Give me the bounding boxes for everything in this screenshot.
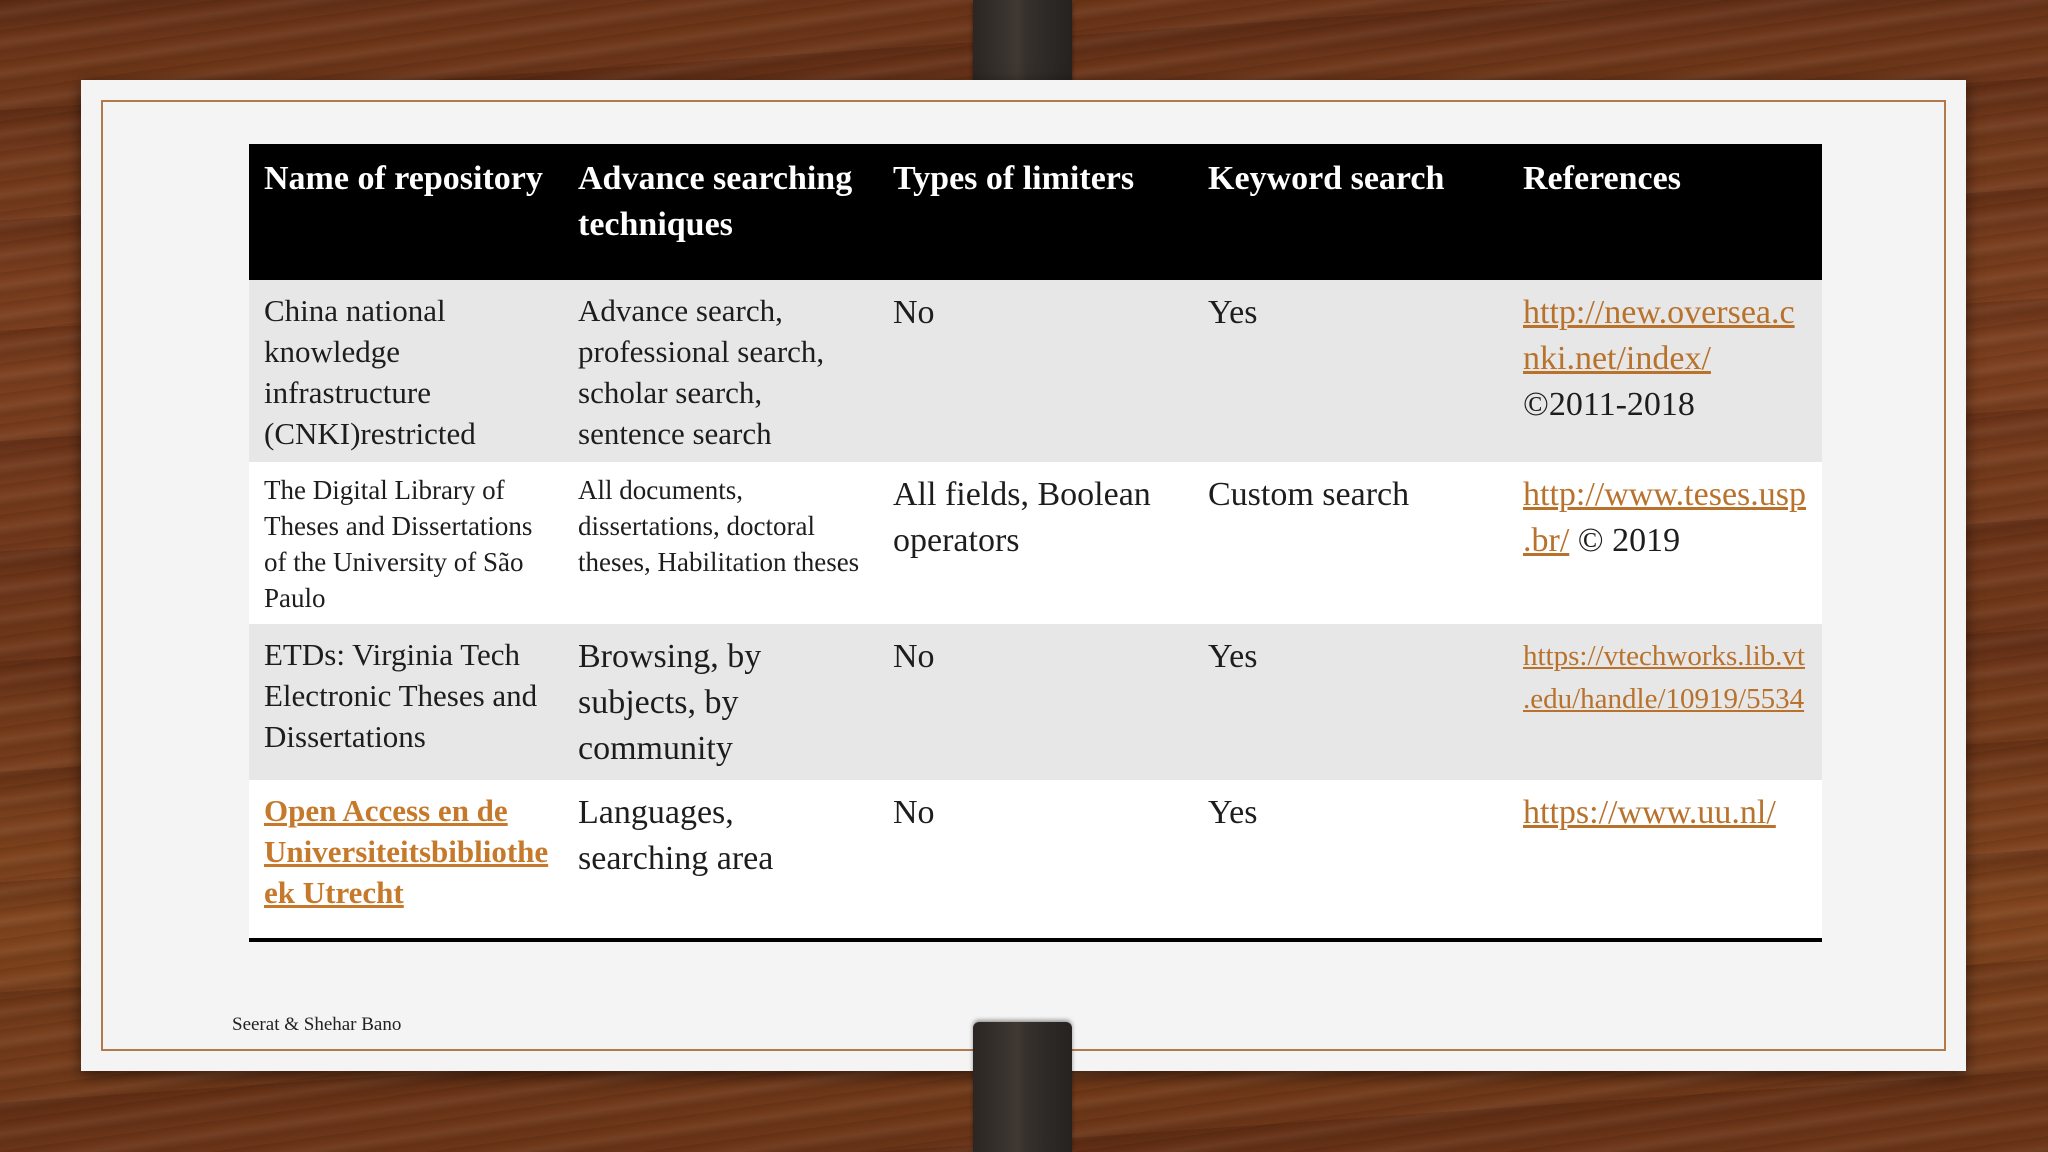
cell-limiters: No [878, 624, 1193, 780]
table-row [249, 462, 1822, 624]
repository-table [249, 144, 1822, 938]
table-header-row [249, 144, 1822, 280]
table-row [249, 780, 1822, 938]
cell-limiters: No [878, 280, 1193, 462]
repository-table-container [249, 144, 1822, 942]
reference-link[interactable]: http://www.teses.usp.br/ [1523, 476, 1807, 559]
repository-link[interactable]: Open Access en de Universiteitsbibliotheek Utrecht [264, 793, 549, 910]
header-keyword: Keyword search [1193, 144, 1508, 280]
cell-techniques: Languages, searching area [563, 780, 878, 938]
cell-techniques: Advance search, professional search, scholar search, sentence search [563, 280, 878, 462]
cell-references [1508, 780, 1822, 938]
cell-references [1508, 624, 1822, 780]
cell-limiters: No [878, 780, 1193, 938]
header-limiters: Types of limiters [878, 144, 1193, 280]
cell-keyword: Custom search [1193, 462, 1508, 624]
table-bottom-rule [249, 938, 1822, 942]
cell-name: China national knowledge infrastructure (CNKI)restricted [249, 280, 563, 462]
table-row [249, 280, 1822, 462]
cell-keyword: Yes [1193, 780, 1508, 938]
reference-copyright: © 2019 [1577, 522, 1681, 559]
cell-techniques: All documents, dissertations, doctoral theses, Habilitation theses [563, 462, 878, 624]
cell-techniques: Browsing, by subjects, by community [563, 624, 878, 780]
cell-name: The Digital Library of Theses and Dissertations of the University of São Paulo [249, 462, 563, 624]
cell-limiters: All fields, Boolean operators [878, 462, 1193, 624]
cell-references [1508, 280, 1822, 462]
header-techniques: Advance searching techniques [563, 144, 878, 280]
cell-name: ETDs: Virginia Tech Electronic Theses and Dissertations [249, 624, 563, 780]
table-row [249, 624, 1822, 780]
reference-link[interactable]: https://www.uu.nl/ [1523, 794, 1776, 831]
cell-references [1508, 462, 1822, 624]
cell-keyword: Yes [1193, 280, 1508, 462]
reference-link[interactable]: https://vtechworks.lib.vt.edu/handle/10919/5534 [1523, 640, 1805, 715]
reference-copyright: ©2011-2018 [1523, 386, 1695, 423]
cell-name [249, 780, 563, 938]
strap-bottom [973, 1022, 1072, 1152]
reference-link[interactable]: http://new.oversea.cnki.net/index/ [1523, 294, 1795, 377]
header-references: References [1508, 144, 1822, 280]
slide-footer: Seerat & Shehar Bano [232, 1014, 402, 1035]
cell-keyword: Yes [1193, 624, 1508, 780]
header-name: Name of repository [249, 144, 563, 280]
